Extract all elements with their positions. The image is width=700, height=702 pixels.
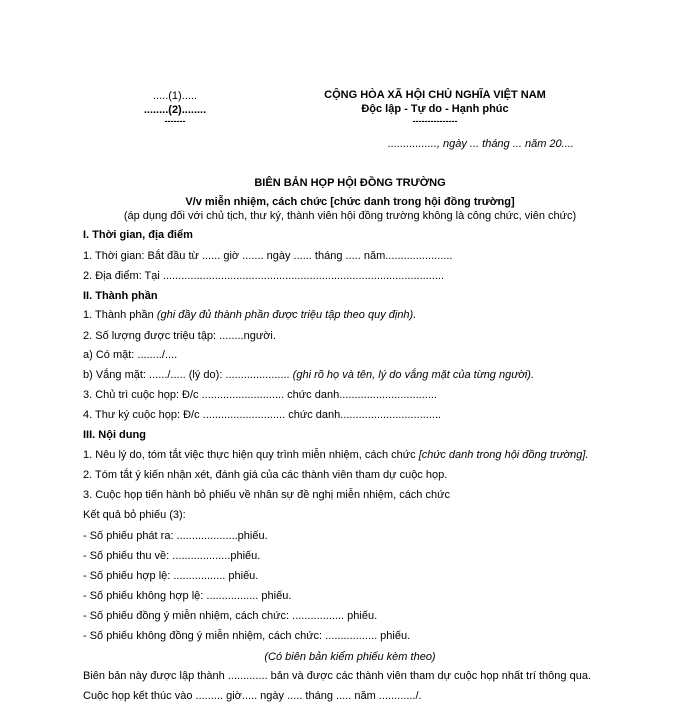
meeting-place-line: 2. Địa điểm: Tại ............................................................................................ <box>83 270 445 282</box>
content-item-1-note: [chức danh trong hội đồng trường]. <box>418 449 589 461</box>
vote-line-collected: - Số phiếu thu về: ...................phiếu. <box>83 550 261 562</box>
vote-result-label: Kết quả bỏ phiếu (3): <box>83 509 186 521</box>
chair-line: 3. Chủ trì cuộc họp: Đ/c ........................... chức danh................................ <box>83 389 437 401</box>
content-item-1 <box>83 449 589 461</box>
secretary-line: 4. Thư ký cuộc họp: Đ/c ........................... chức danh................................. <box>83 409 442 421</box>
content-item-1-text: 1. Nêu lý do, tóm tắt việc thực hiện quy trình miễn nhiệm, cách chức <box>83 449 419 461</box>
content-item-2: 2. Tóm tắt ý kiến nhận xét, đánh giá của các thành viên tham dự cuộc họp. <box>83 469 448 481</box>
absent-count-line <box>83 369 534 381</box>
composition-note: (ghi đầy đủ thành phần được triệu tập theo quy định). <box>156 309 417 321</box>
section-1-heading: I. Thời gian, địa điểm <box>83 229 193 241</box>
attachment-note: (Có biên bản kiểm phiếu kèm theo) <box>264 651 436 663</box>
section-3-heading: III. Nội dung <box>83 429 146 441</box>
vote-line-issued: - Số phiếu phát ra: ....................phiếu. <box>83 530 268 542</box>
vote-line-valid: - Số phiếu hợp lệ: ................. phiếu. <box>83 570 259 582</box>
nation-title: CỘNG HÒA XÃ HỘI CHỦ NGHĨA VIỆT NAM <box>324 89 546 101</box>
meeting-end-line: Cuộc họp kết thúc vào ......... giờ..... ngày ..... tháng ..... năm ............/. <box>83 690 422 702</box>
vote-line-agree: - Số phiếu đồng ý miễn nhiệm, cách chức: ................. phiếu. <box>83 610 378 622</box>
absent-note: (ghi rõ họ và tên, lý do vắng mặt của từng người). <box>292 369 535 381</box>
document-title: BIÊN BẢN HỌP HỘI ĐỒNG TRƯỜNG <box>254 177 446 189</box>
summoned-count-line: 2. Số lượng được triệu tập: ........người. <box>83 330 276 342</box>
absent-label: b) Vắng mặt: ....../..... (lý do): ..................... <box>83 369 293 381</box>
vote-line-invalid: - Số phiếu không hợp lệ: ................. phiếu. <box>83 590 292 602</box>
composition-line <box>83 309 416 321</box>
vote-line-disagree: - Số phiếu không đồng ý miễn nhiệm, cách chức: ................. phiếu. <box>83 630 411 642</box>
org-underline: ------- <box>164 116 186 126</box>
org-line-1: .....(1)..... <box>152 90 197 102</box>
motto: Độc lập - Tự do - Hạnh phúc <box>361 103 509 115</box>
present-count-line: a) Có mặt: ......../.... <box>83 349 178 361</box>
approval-line: Biên bản này được lập thành ............. bản và được các thành viên tham dự cuộc họp nhất trí thông qua. <box>83 670 591 682</box>
content-item-3: 3. Cuộc họp tiến hành bỏ phiếu về nhân sự đề nghị miễn nhiệm, cách chức <box>83 489 450 501</box>
document-subtitle: V/v miễn nhiệm, cách chức [chức danh trong hội đồng trường] <box>185 196 515 208</box>
motto-underline: --------------- <box>412 116 458 126</box>
document-scope-note: (áp dụng đối với chủ tịch, thư ký, thành viên hội đồng trường không là công chức, viên chức) <box>123 210 577 222</box>
section-2-heading: II. Thành phần <box>83 290 158 302</box>
meeting-time-line: 1. Thời gian: Bắt đầu từ ...... giờ ....... ngày ...... tháng ..... năm...................... <box>83 250 453 262</box>
composition-label: 1. Thành phần <box>83 309 157 321</box>
date-place: ................, ngày ... tháng ... năm 20.... <box>388 138 574 150</box>
org-line-2: ........(2)........ <box>143 104 207 116</box>
